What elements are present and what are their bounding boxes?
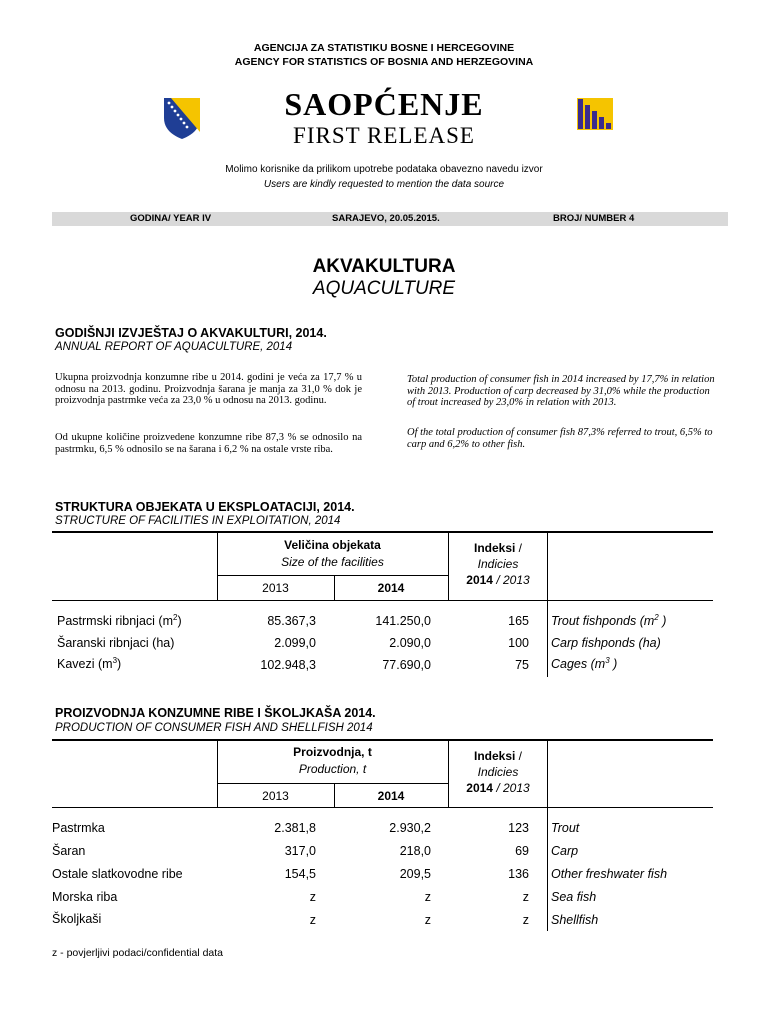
report-title-en: ANNUAL REPORT OF AQUACULTURE, 2014 — [55, 341, 293, 353]
report-paragraph-2-bs: Od ukupne količine proizvedene konzumne ribe 87,3 % se odnosilo na pastrmku, 6,5 % odnosilo se na šarana i 6,2 % na ostale vrste riba. — [55, 432, 362, 455]
table1-index-years: 2014 / 2013 — [466, 573, 530, 587]
table1-index-header: Indeksi / — [473, 541, 523, 555]
index-value: z — [522, 890, 529, 904]
value-2013: 2.381,8 — [274, 821, 316, 835]
value-2013: z — [309, 913, 316, 927]
index-value: 165 — [508, 614, 529, 628]
value-2013: 85.367,3 — [267, 614, 316, 628]
table1-top-rule — [52, 531, 713, 533]
index-value: 75 — [515, 658, 529, 672]
row-label-bs: Morska riba — [52, 890, 118, 904]
report-paragraph-2-en: Of the total production of consumer fish 87,3% referred to trout, 6,5% to carp and 6,2% to other fish. — [407, 427, 713, 450]
table1-divider — [217, 575, 448, 576]
value-2014: 141.250,0 — [375, 614, 431, 628]
source-notice-bs: Molimo korisnike da prilikom upotrebe podataka obavezno navedu izvor — [225, 164, 543, 175]
agency-name-bs: AGENCIJA ZA STATISTIKU BOSNE I HERCEGOVINE — [253, 42, 515, 54]
table1-divider — [547, 531, 548, 677]
index-value: 123 — [508, 821, 529, 835]
table2-divider — [217, 783, 448, 784]
table2-title-bs: PROIZVODNJA KONZUMNE RIBE I ŠKOLJKAŠA 2014. — [55, 706, 376, 720]
table2-index-header: Indeksi / — [473, 749, 523, 763]
row-label-en: Carp — [551, 844, 579, 858]
value-2014: 209,5 — [399, 867, 431, 881]
main-title-en: AQUACULTURE — [312, 278, 456, 299]
value-2013: z — [309, 890, 316, 904]
value-2014: 77.690,0 — [382, 658, 431, 672]
row-label-bs: Pastrmka — [52, 821, 105, 835]
value-2014: z — [424, 890, 431, 904]
table2-col-2014: 2014 — [377, 789, 405, 803]
row-label-en: Cages ($m^3$ ) — [551, 656, 618, 672]
number-label: BROJ/ NUMBER 4 — [553, 213, 635, 224]
release-title-en: FIRST RELEASE — [293, 123, 475, 148]
table2-group-header-en: Production, t — [298, 762, 367, 776]
table1-title-en: STRUCTURE OF FACILITIES IN EXPLOITATION, 2014 — [55, 515, 341, 527]
row-label-en: Carp fishponds (ha) — [551, 636, 661, 650]
report-title-bs: GODIŠNJI IZVJEŠTAJ O AKVAKULTURI, 2014. — [55, 326, 327, 340]
table2-top-rule — [52, 739, 713, 741]
value-2014: 218,0 — [399, 844, 431, 858]
report-paragraph-1-bs: Ukupna proizvodnja konzumne ribe u 2014. godini je veća za 17,7 % u odnosu na 2013. godinu. Proizvodnja šarana je manja za 31,0 % dok je proizvodnja pastrmke veća za 23,0 % u odnosu na 2013. godinu. — [55, 372, 362, 406]
table2-col-2013: 2013 — [262, 789, 289, 803]
release-info-bar — [52, 212, 728, 226]
value-2013: 317,0 — [284, 844, 316, 858]
row-label-bs: Kavezi $(m^3)$ — [57, 656, 122, 672]
agency-name-en: AGENCY FOR STATISTICS OF BOSNIA AND HERZEGOVINA — [234, 56, 534, 68]
row-label-bs: Šaranski ribnjaci (ha) — [57, 636, 175, 650]
row-label-en: Shellfish — [551, 913, 599, 927]
value-2013: 154,5 — [284, 867, 316, 881]
year-label: GODINA/ YEAR IV — [130, 213, 212, 224]
table2-index-header-en: Indicies — [477, 765, 519, 779]
footnote: z - povjerljivi podaci/confidential data — [52, 947, 224, 959]
report-paragraph-1-en: Total production of consumer fish in 2014 increased by 17,7% in relation with 2013. Production of carp decreased by 31,0% while the production of trout increased by 23,0% in relation with 2013. — [407, 374, 715, 408]
index-value: 69 — [515, 844, 529, 858]
row-label-en: Sea fish — [551, 890, 597, 904]
index-value: 136 — [508, 867, 529, 881]
place-date-label: SARAJEVO, 20.05.2015. — [332, 213, 440, 224]
table2-title-en: PRODUCTION OF CONSUMER FISH AND SHELLFISH 2014 — [55, 722, 373, 734]
table1-group-header-bs: Veličina objekata — [284, 538, 381, 552]
release-title-bs: SAOPĆENJE — [284, 86, 484, 122]
row-label-bs: Ostale slatkovodne ribe — [52, 867, 183, 881]
row-label-bs: Pastrmski ribnjaci $(m^2)$ — [57, 613, 182, 629]
table2-header-rule — [52, 807, 713, 808]
index-value: z — [522, 913, 529, 927]
main-title-bs: AKVAKULTURA — [312, 256, 456, 277]
row-label-bs: Šaran — [52, 844, 86, 858]
table1-title-bs: STRUKTURA OBJEKATA U EKSPLOATACIJI, 2014. — [55, 500, 355, 514]
table1-index-header-en: Indicies — [477, 557, 519, 571]
index-value: 100 — [508, 636, 529, 650]
table1-header-rule — [52, 600, 713, 601]
table1-group-header-en: Size of the facilities — [281, 555, 384, 569]
agency-bars-logo — [575, 96, 615, 132]
value-2013: 2.099,0 — [274, 636, 316, 650]
table2-group-header-bs: Proizvodnja, t — [293, 745, 372, 759]
value-2014: 2.090,0 — [389, 636, 431, 650]
value-2014: z — [424, 913, 431, 927]
table1-col-2014: 2014 — [377, 581, 405, 595]
row-label-en: Trout — [551, 821, 580, 835]
row-label-en: Other freshwater fish — [551, 867, 668, 881]
row-label-en: Trout fishponds ($m^2$ ) — [551, 613, 667, 629]
table2-divider — [547, 739, 548, 931]
source-notice-en: Users are kindly requested to mention the data source — [263, 179, 505, 190]
value-2014: 2.930,2 — [389, 821, 431, 835]
table1-col-2013: 2013 — [262, 581, 289, 595]
row-label-bs: Školjkaši — [52, 912, 102, 926]
table2-index-years: 2014 / 2013 — [466, 781, 530, 795]
value-2013: 102.948,3 — [260, 658, 316, 672]
